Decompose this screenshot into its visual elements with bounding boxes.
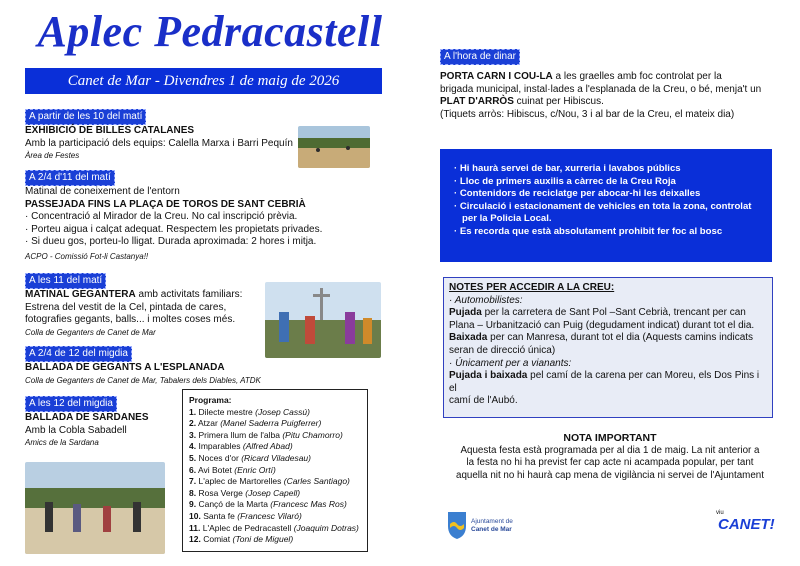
programa-title: Programa: bbox=[189, 395, 232, 405]
programa-item bbox=[189, 511, 361, 523]
notes-bold: Pujada i baixada bbox=[449, 370, 528, 382]
item-number: 11. bbox=[189, 522, 201, 533]
item-author: (Alfred Abad) bbox=[242, 441, 293, 452]
item-title: Imparables bbox=[198, 441, 241, 452]
item-number: 3. bbox=[189, 429, 197, 440]
item-title: Atzar bbox=[198, 418, 218, 429]
time-tag: A 2/4 de 12 del migdia bbox=[25, 346, 132, 362]
notes-box bbox=[443, 277, 773, 418]
notes-title: NOTES PER ACCEDIR A LA CREU: bbox=[449, 282, 615, 293]
section-note: Colla de Geganters de Canet de Mar, Tabalers dels Diables, ATDK bbox=[25, 375, 261, 385]
item-author: (Josep Cassú) bbox=[255, 406, 310, 417]
section-line: Matinal de coneixement de l'entorn bbox=[25, 186, 180, 197]
item-author: (Francesc Mas Ros) bbox=[270, 499, 347, 510]
section-heading-rest: amb activitats familiars: bbox=[135, 289, 243, 300]
section-heading: PASSEJADA FINS LA PLAÇA DE TOROS DE SANT CEBRIÀ bbox=[25, 198, 306, 210]
page-title: Aplec Pedracastell bbox=[37, 7, 383, 56]
bullet: · Concentració al Mirador de la Creu. No cal inscripció prèvia. bbox=[25, 211, 298, 222]
item-title: Avi Botet bbox=[198, 464, 232, 475]
section-heading: BALLADA DE SARDANES bbox=[25, 412, 149, 423]
programa-item bbox=[189, 407, 361, 419]
programa-box bbox=[182, 389, 368, 552]
notes-line: per can Manresa, durant tot el dia (Aquests camins indicats bbox=[487, 332, 754, 344]
section-heading: EXHIBICIÓ DE BILLES CATALANES bbox=[25, 125, 195, 136]
shield-icon bbox=[446, 510, 468, 540]
programa-item bbox=[189, 523, 361, 535]
section-note: Colla de Geganters de Canet de Mar bbox=[25, 327, 156, 337]
canet-logo bbox=[716, 510, 776, 540]
programa-item bbox=[189, 441, 361, 453]
section-line: Amb la Cobla Sabadell bbox=[25, 424, 127, 436]
notes-sub: · Automobilistes: bbox=[449, 294, 523, 306]
item-author: (Josep Capell) bbox=[245, 487, 301, 498]
programa-item bbox=[189, 534, 361, 546]
section-line: Estrena del vestit de la Cel, pintada de cares, bbox=[25, 301, 227, 313]
time-tag: A l'hora de dinar bbox=[440, 49, 520, 65]
time-tag: A partir de les 10 del matí bbox=[25, 109, 146, 125]
service-item: · Hi haurà servei de bar, xurreria i lavabos públics bbox=[454, 163, 681, 174]
item-number: 1. bbox=[189, 406, 197, 417]
bullet: · Si dueu gos, porteu-lo lligat. Durada aproximada: 2 hores i mitja. bbox=[25, 236, 317, 247]
bullet: · Porteu aigua i calçat adequat. Respectem les propietats privades. bbox=[25, 223, 323, 235]
item-title: Rosa Verge bbox=[198, 487, 243, 498]
programa-item bbox=[189, 430, 361, 442]
notes-sub: · Únicament per a vianants: bbox=[449, 357, 572, 369]
item-number: 8. bbox=[189, 487, 197, 498]
service-item: · Circulació i estacionament de vehicles en tota la zona, controlat bbox=[454, 200, 752, 212]
item-title: Santa fe bbox=[203, 510, 235, 521]
nota-important bbox=[440, 432, 780, 482]
section-heading: MATINAL GEGANTERA bbox=[25, 289, 136, 300]
nota-title: NOTA IMPORTANT bbox=[563, 432, 657, 444]
dinar-line: brigada municipal, instal·lades a l'esplanada de la Creu, o bé, menja't un bbox=[440, 83, 762, 95]
item-author: (Enric Ortí) bbox=[234, 464, 276, 475]
notes-line: Plana – Urbanització can Puig (degudament indicat) durant tot el dia. bbox=[449, 319, 755, 331]
item-title: L'aplec de Martorelles bbox=[198, 476, 282, 487]
notes-bold: Pujada bbox=[449, 307, 482, 319]
service-item: · Contenidors de reciclatge per abocar-hi les deixalles bbox=[454, 188, 701, 200]
photo-gegants bbox=[265, 282, 381, 358]
item-number: 10. bbox=[189, 510, 201, 521]
item-author: (Pitu Chamorro) bbox=[282, 429, 343, 440]
dinar-line: cuinat per Hibiscus. bbox=[513, 96, 604, 107]
section-note: ACPO - Comissió Fot-li Castanya!! bbox=[25, 251, 149, 261]
logo-text: Ajuntament de bbox=[471, 518, 513, 525]
programa-item bbox=[189, 453, 361, 465]
notes-line: camí de l'Aubó. bbox=[449, 395, 518, 407]
notes-line: seran de direcció única) bbox=[449, 344, 556, 356]
item-number: 12. bbox=[189, 534, 201, 545]
item-author: (Joaquim Dotras) bbox=[293, 522, 359, 533]
logo-text: viu bbox=[716, 510, 724, 516]
section-passejada bbox=[25, 167, 322, 262]
programa-item bbox=[189, 499, 361, 511]
item-author: (Carles Santiago) bbox=[283, 476, 350, 487]
notes-line: pel camí de la carena per can Moreu, els Dos Pins i el bbox=[449, 370, 760, 394]
nota-line: Aquesta festa està programada per al dia 1 de maig. La nit anterior a bbox=[460, 444, 760, 456]
programa-item bbox=[189, 476, 361, 488]
dinar-bold: PLAT D'ARRÒS bbox=[440, 96, 514, 107]
date-banner: Canet de Mar - Divendres 1 de maig de 2026 bbox=[25, 68, 382, 94]
section-sardanes bbox=[25, 393, 149, 448]
item-author: (Toni de Miguel) bbox=[232, 534, 294, 545]
item-author: (Francesc Vilaró) bbox=[237, 510, 302, 521]
section-line: fotografies gegants, balls... i moltes coses més. bbox=[25, 314, 236, 325]
item-number: 5. bbox=[189, 452, 197, 463]
section-line: Amb la participació dels equips: Calella Marxa i Barri Pequín bbox=[25, 137, 293, 149]
section-note: Amics de la Sardana bbox=[25, 438, 99, 447]
programa-item bbox=[189, 418, 361, 430]
section-dinar bbox=[440, 46, 775, 121]
item-author: (Ricard Viladesau) bbox=[241, 452, 311, 463]
item-number: 6. bbox=[189, 464, 197, 475]
section-heading: BALLADA DE GEGANTS A L'ESPLANADA bbox=[25, 362, 225, 373]
dinar-line: (Tiquets arròs: Hibiscus, c/Nou, 3 i al bar de la Creu, el mateix dia) bbox=[440, 108, 735, 120]
service-item: per la Policia Local. bbox=[462, 213, 552, 225]
nota-line: aquella nit no hi haurà cap mena de vigilància ni servei de l'Ajuntament bbox=[456, 469, 764, 481]
logo-text: CANET! bbox=[718, 516, 775, 533]
notes-line: per la carretera de Sant Pol –Sant Cebrià, trencant per can bbox=[481, 307, 746, 319]
time-tag: A 2/4 d'11 del matí bbox=[25, 170, 115, 186]
photo-sardanes bbox=[25, 462, 165, 554]
item-title: Cançó de la Marta bbox=[198, 499, 268, 510]
section-billes bbox=[25, 106, 293, 161]
logo-text: Canet de Mar bbox=[471, 526, 512, 533]
dinar-bold: PORTA CARN I COU-LA bbox=[440, 71, 553, 82]
item-title: Primera llum de l'alba bbox=[198, 429, 280, 440]
item-title: Dilecte mestre bbox=[198, 406, 253, 417]
service-item: · Es recorda que està absolutament prohibit fer foc al bosc bbox=[454, 225, 723, 237]
item-title: Noces d'or bbox=[198, 452, 239, 463]
item-title: L'Aplec de Pedracastell bbox=[202, 522, 292, 533]
programa-item bbox=[189, 488, 361, 500]
photo-billes bbox=[298, 126, 370, 168]
item-number: 4. bbox=[189, 441, 197, 452]
item-number: 9. bbox=[189, 499, 197, 510]
time-tag: A les 11 del matí bbox=[25, 273, 106, 289]
item-author: (Manel Saderra Puigferrer) bbox=[220, 418, 322, 429]
nota-line: la festa no hi ha previst fer cap acte ni acampada popular, per tant bbox=[466, 457, 754, 468]
service-item: · Lloc de primers auxilis a càrrec de la Creu Roja bbox=[454, 175, 676, 187]
ajuntament-logo bbox=[446, 508, 556, 548]
item-number: 7. bbox=[189, 476, 197, 487]
notes-bold: Baixada bbox=[449, 332, 488, 344]
services-box bbox=[440, 149, 772, 262]
section-note: Àrea de Festes bbox=[25, 151, 80, 160]
time-tag: A les 12 del migdia bbox=[25, 396, 117, 412]
item-number: 2. bbox=[189, 418, 197, 429]
section-gegantera bbox=[25, 270, 242, 338]
section-ballada-gegants bbox=[25, 343, 261, 386]
dinar-line: a les graelles amb foc controlat per la bbox=[552, 71, 722, 82]
programa-item bbox=[189, 465, 361, 477]
item-title: Comiat bbox=[203, 534, 231, 545]
